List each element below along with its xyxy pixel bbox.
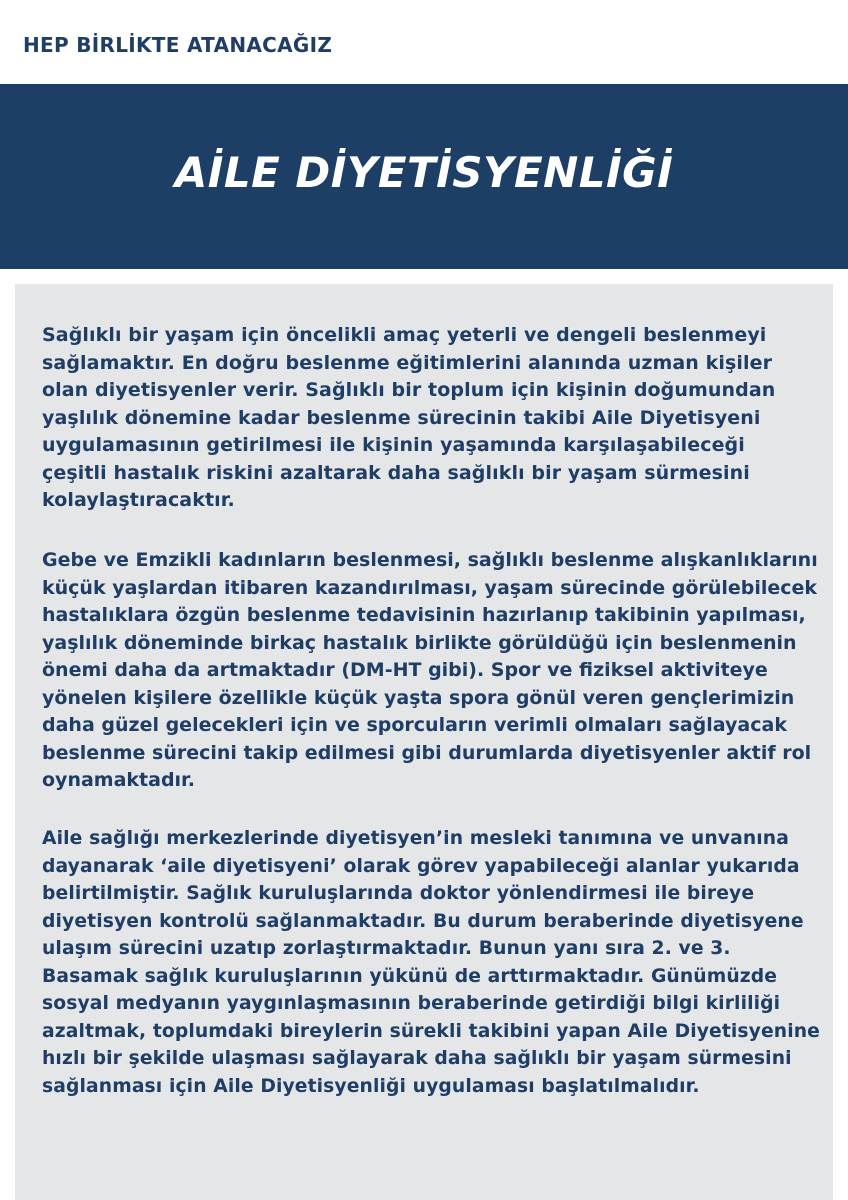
- text-line: oynamaktadır.: [42, 769, 195, 791]
- paragraph-family-health-centers: [42, 825, 831, 1100]
- text-line: Gebe ve Emzikli kadınların beslenmesi, sağlıklı beslenme alışkanlıklarını: [42, 549, 818, 571]
- text-line: beslenme sürecini takip edilmesi gibi durumlarda diyetisyenler aktif rol: [42, 741, 812, 764]
- text-line: sağlamaktır. En doğru beslenme eğitimlerini alanında uzman kişiler: [42, 351, 773, 374]
- text-line: Basamak sağlık kuruluşlarının yükünü de arttırmaktadır. Günümüzde: [42, 964, 778, 987]
- text-line: çeşitli hastalık riskini azaltarak daha sağlıklı bir yaşam sürmesini: [42, 461, 750, 484]
- text-line: azaltmak, toplumdaki bireylerin sürekli takibini yapan Aile Diyetisyenine: [42, 1019, 820, 1042]
- text-line: yaşlılık döneminde birkaç hastalık birlikte görüldüğü için beslenmenin: [42, 631, 797, 654]
- top-label: HEP BİRLİKTE ATANACAĞIZ: [23, 33, 333, 57]
- text-line: belirtilmiştir. Sağlık kuruluşlarında doktor yönlendirmesi ile bireye: [42, 882, 755, 904]
- title-banner: [0, 84, 848, 269]
- text-line: yönelen kişilere özellikle küçük yaşta spora gönül veren gençlerimizin: [42, 686, 795, 709]
- text-line: sağlanması için Aile Diyetisyenliği uygulaması başlatılmalıdır.: [42, 1074, 700, 1097]
- text-line: uygulamasının getirilmesi ile kişinin yaşamında karşılaşabileceği: [42, 434, 745, 456]
- text-line: küçük yaşlardan itibaren kazandırılması, yaşam sürecinde görülebilecek: [42, 576, 818, 599]
- text-line: ulaşım sürecini uzatıp zorlaştırmaktadır. Bunun yanı sıra 2. ve 3.: [42, 937, 731, 959]
- text-line: kolaylaştıracaktır.: [42, 489, 235, 511]
- text-line: diyetisyen kontrolü sağlanmaktadır. Bu durum beraberinde diyetisyene: [42, 909, 804, 932]
- text-line: Aile sağlığı merkezlerinde diyetisyen’in mesleki tanımına ve unvanına: [42, 827, 789, 849]
- text-line: sosyal medyanın yaygınlaşmasının beraberinde getirdiği bilgi kirliliği: [42, 992, 781, 1014]
- paragraph-intro: [42, 322, 775, 515]
- text-line: yaşlılık dönemine kadar beslenme sürecinin takibi Aile Diyetisyeni: [42, 406, 761, 429]
- text-line: hızlı bir şekilde ulaşması sağlayarak daha sağlıklı bir yaşam sürmesini: [42, 1047, 792, 1069]
- content-panel: [15, 284, 833, 1200]
- text-line: önemi daha da artmaktadır (DM-HT gibi). Spor ve fiziksel aktiviteye: [42, 659, 768, 681]
- text-line: daha güzel gelecekleri için ve sporcuların verimli olmaları sağlayacak: [42, 714, 787, 736]
- text-line: hastalıklara özgün beslenme tedavisinin hazırlanıp takibinin yapılması,: [42, 604, 806, 626]
- paragraph-nutrition-groups: [42, 547, 818, 795]
- text-line: olan diyetisyenler verir. Sağlıklı bir toplum için kişinin doğumundan: [42, 379, 776, 401]
- page-title: AİLE DİYETİSYENLİĞİ: [174, 148, 674, 197]
- text-line: Sağlıklı bir yaşam için öncelikli amaç yeterli ve dengeli beslenmeyi: [42, 324, 767, 346]
- text-line: dayanarak ‘aile diyetisyeni’ olarak görev yapabileceği alanlar yukarıda: [42, 854, 800, 877]
